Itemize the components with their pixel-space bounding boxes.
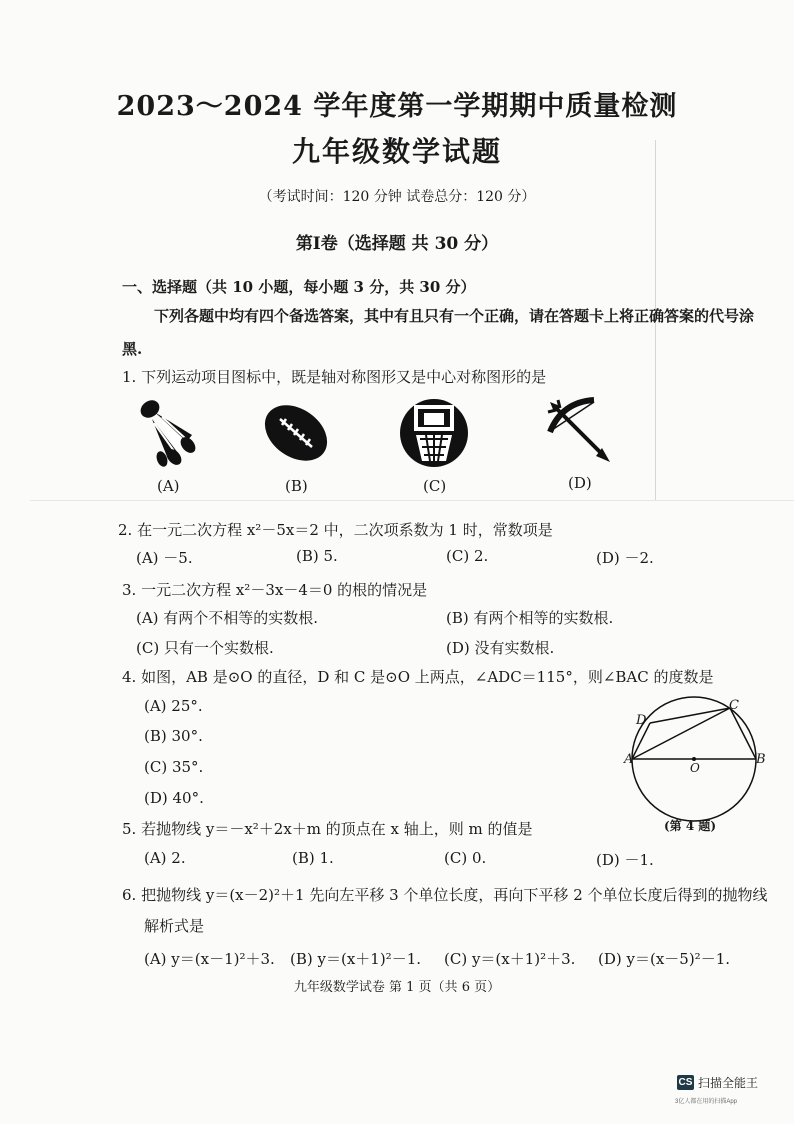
question-3-stem: 3. 一元二次方程 x²－3x－4＝0 的根的情况是 <box>122 581 428 599</box>
instruction-line: 黑. <box>122 340 143 358</box>
option: (D) 没有实数根. <box>446 639 555 657</box>
option-label-c: (C) <box>423 477 447 495</box>
bow-arrow-icon <box>540 392 616 468</box>
question-1-stem: 1. 下列运动项目图标中，既是轴对称图形又是中心对称图形的是 <box>122 368 547 386</box>
question-2-stem: 2. 在一元二次方程 x²－5x＝2 中，二次项系数为 1 时，常数项是 <box>118 521 553 539</box>
option: (B) 有两个相等的实数根. <box>446 609 614 627</box>
page-footer: 九年级数学试卷 第 1 页（共 6 页） <box>293 980 501 995</box>
exam-title: 2023～2024 学年度第一学期期中质量检测 <box>116 91 678 122</box>
figure-caption: (第 4 题) <box>664 819 717 833</box>
option: (A) 2. <box>144 849 186 867</box>
point-label-b: B <box>756 752 766 767</box>
point-label-c: C <box>729 698 739 713</box>
option: (D) y＝(x－5)²－1. <box>598 950 731 968</box>
point-label-a: A <box>624 752 634 767</box>
question-6-stem: 6. 把抛物线 y＝(x－2)²＋1 先向左平移 3 个单位长度，再向下平移 2 个单位长度后得到的抛物线 <box>122 886 768 904</box>
option: (B) 5. <box>296 547 338 565</box>
scanner-logo-icon: CS <box>678 1077 693 1088</box>
option: (D) －2. <box>596 549 654 567</box>
shuttlecock-icon <box>132 395 208 471</box>
option: (A) y＝(x－1)²＋3. <box>144 950 275 968</box>
option: (A) 有两个不相等的实数根. <box>136 609 319 627</box>
option: (C) 只有一个实数根. <box>136 639 274 657</box>
option: (D) 40°. <box>144 789 204 807</box>
part-heading: 第Ⅰ卷（选择题 共 30 分） <box>295 234 499 254</box>
option-label-d: (D) <box>568 474 592 492</box>
question-6-stem-cont: 解析式是 <box>144 917 205 935</box>
option-label-b: (B) <box>285 477 308 495</box>
option: (C) 0. <box>444 849 487 867</box>
option: (B) 30°. <box>144 727 203 745</box>
scanner-tagline: 3亿人都在用的扫描App <box>675 1099 738 1105</box>
option: (C) 35°. <box>144 758 204 776</box>
option: (B) 1. <box>292 849 334 867</box>
exam-info: （考试时间：120 分钟 试卷总分：120 分） <box>258 189 536 205</box>
section-heading: 一、选择题（共 10 小题，每小题 3 分，共 30 分） <box>122 278 476 296</box>
question-5-stem: 5. 若抛物线 y＝－x²＋2x＋m 的顶点在 x 轴上，则 m 的值是 <box>122 820 533 838</box>
football-icon <box>258 395 334 471</box>
option: (C) 2. <box>446 547 489 565</box>
question-4-stem: 4. 如图，AB 是⊙O 的直径，D 和 C 是⊙O 上两点，∠ADC＝115°，则∠BAC 的度数是 <box>122 668 714 686</box>
option: (B) y＝(x＋1)²－1. <box>290 950 422 968</box>
instruction-line: 下列各题中均有四个备选答案，其中有且只有一个正确，请在答题卡上将正确答案的代号涂 <box>154 307 755 325</box>
option: (C) y＝(x＋1)²＋3. <box>444 950 576 968</box>
option: (D) －1. <box>596 851 654 869</box>
option-label-a: (A) <box>157 477 180 495</box>
exam-subtitle: 九年级数学试题 <box>291 135 502 168</box>
basketball-hoop-icon <box>396 395 472 471</box>
point-label-o: O <box>690 761 700 775</box>
option: (A) －5. <box>136 549 193 567</box>
scan-artifact <box>30 500 794 501</box>
scanner-app-name: 扫描全能王 <box>698 1076 759 1090</box>
point-label-d: D <box>636 713 647 728</box>
option: (A) 25°. <box>144 697 203 715</box>
